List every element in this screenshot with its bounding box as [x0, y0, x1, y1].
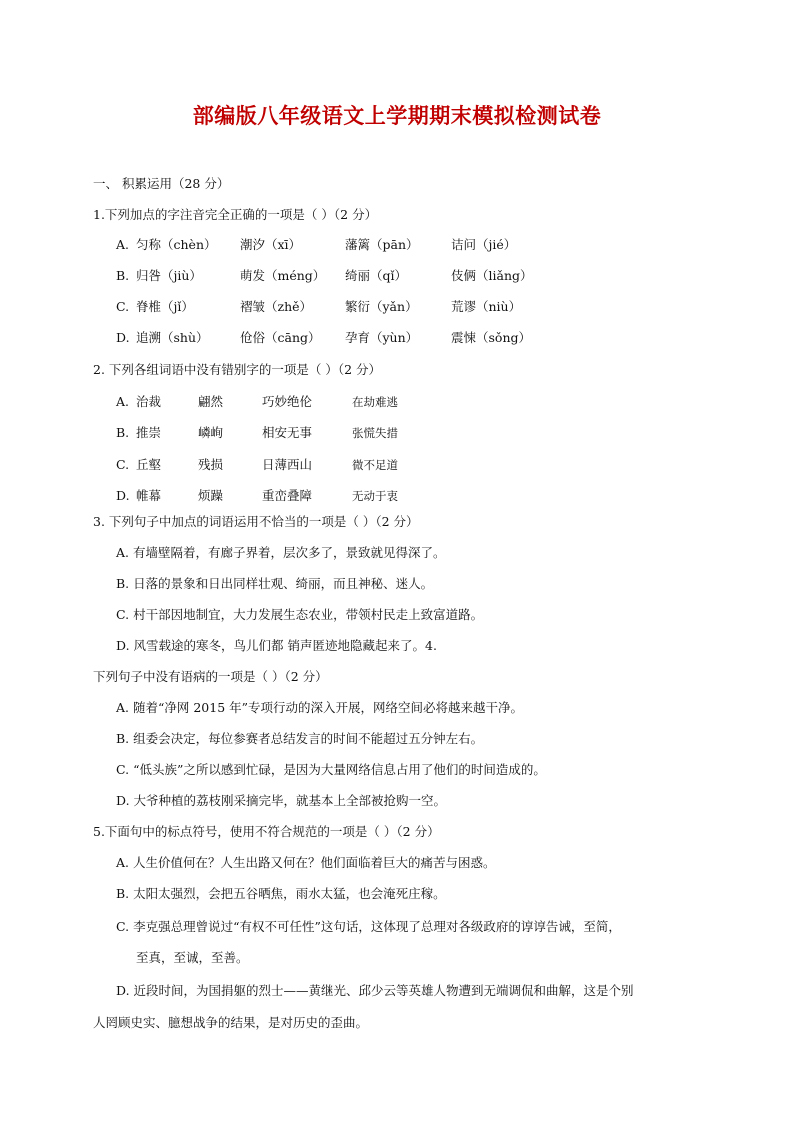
option-item: 荒谬（niù）	[451, 299, 522, 314]
option-item: 无动于衷	[352, 489, 398, 503]
question-5-option-c: C. 李克强总理曾说过“有权不可任性”这句话，这体现了总理对各级政府的谆谆告诫，至简，	[116, 919, 621, 934]
question-5-option-d-continued: 人罔顾史实、臆想战争的结果，是对历史的歪曲。	[93, 1015, 369, 1030]
question-5-option-a: A. 人生价值何在？人生出路又何在？他们面临着巨大的痛苦与困惑。	[116, 855, 496, 870]
option-item: 微不足道	[352, 458, 398, 472]
question-4-option-d: D. 大爷种植的荔枝刚采摘完毕，就基本上全部被抢购一空。	[116, 793, 447, 808]
question-4-option-b: B. 组委会决定，每位参赛者总结发言的时间不能超过五分钟左右。	[116, 731, 484, 746]
option-item: 伎俩（liǎng）	[451, 268, 533, 283]
option-item: 相安无事	[262, 425, 313, 440]
question-3-option-b: B. 日落的景象和日出同样壮观、绮丽，而且神秘、迷人。	[116, 576, 434, 591]
question-4-option-a: A. 随着“净网 2015 年”专项行动的深入开展，网络空间必将越来越干净。	[116, 700, 524, 715]
option-item: 褶皱（zhě）	[240, 299, 313, 314]
option-item: 残损	[198, 457, 224, 472]
option-label: B.	[116, 268, 130, 283]
question-3-option-d: D. 风雪载途的寒冬，鸟儿们都 销声匿迹地隐藏起来了。4.	[116, 638, 437, 653]
option-item: 翩然	[198, 394, 224, 409]
section-heading: 一、 积累运用（28 分）	[93, 176, 230, 191]
question-4-stem: 下列句子中没有语病的一项是（ ）（2 分）	[93, 669, 328, 684]
option-item: 丘壑	[136, 457, 162, 472]
question-3-option-a: A. 有墙壁隔着，有廊子界着，层次多了，景致就见得深了。	[116, 545, 446, 560]
option-item: 归咎（jiù）	[136, 268, 202, 283]
question-3-option-c: C. 村干部因地制宜，大力发展生态农业，带领村民走上致富道路。	[116, 607, 484, 622]
question-5-option-b: B. 太阳太强烈，会把五谷晒焦，雨水太猛，也会淹死庄稼。	[116, 886, 446, 901]
option-item: 诘问（jié）	[451, 237, 517, 252]
option-label: C.	[116, 457, 130, 472]
option-item: 伧俗（cāng）	[240, 330, 321, 345]
question-5-option-c-continued: 至真，至诚，至善。	[136, 950, 249, 965]
option-label: A.	[116, 394, 130, 409]
option-item: 治裁	[136, 394, 162, 409]
question-3-stem: 3. 下列句子中加点的词语运用不恰当的一项是（ ）（2 分）	[93, 514, 419, 529]
question-5-option-d: D. 近段时间，为国捐躯的烈士——黄继光、邱少云等英雄人物遭到无端调侃和曲解，这是个别	[116, 983, 634, 998]
option-item: 震悚（sǒng）	[451, 330, 531, 345]
option-item: 在劫难逃	[352, 395, 398, 409]
option-item: 帷幕	[136, 488, 162, 503]
option-item: 匀称（chèn）	[136, 237, 217, 252]
option-item: 日薄西山	[262, 457, 313, 472]
option-item: 烦躁	[198, 488, 224, 503]
option-label: D.	[116, 330, 130, 345]
option-item: 重峦叠障	[262, 488, 313, 503]
option-label: D.	[116, 488, 130, 503]
option-item: 追溯（shù）	[136, 330, 209, 345]
question-5-stem: 5.下面句中的标点符号，使用不符合规范的一项是（ ）（2 分）	[93, 824, 440, 839]
option-item: 推崇	[136, 425, 162, 440]
option-label: B.	[116, 425, 130, 440]
option-item: 藩篱（pān）	[345, 237, 419, 252]
option-item: 巧妙绝伦	[262, 394, 313, 409]
option-item: 萌发（méng）	[240, 268, 326, 283]
option-item: 张慌失措	[352, 426, 398, 440]
option-item: 孕育（yùn）	[345, 330, 419, 345]
option-item: 脊椎（jǐ）	[136, 299, 194, 314]
question-2-stem: 2. 下列各组词语中没有错别字的一项是（ ）（2 分）	[93, 362, 382, 377]
option-label: A.	[116, 237, 130, 252]
page-title: 部编版八年级语文上学期期末模拟检测试卷	[192, 103, 602, 128]
question-1-stem: 1.下列加点的字注音完全正确的一项是（ ）（2 分）	[93, 207, 378, 222]
option-item: 嶙峋	[198, 425, 224, 440]
option-item: 绮丽（qǐ）	[345, 268, 407, 283]
question-4-option-c: C. “低头族”之所以感到忙碌，是因为大量网络信息占用了他们的时间造成的。	[116, 762, 546, 777]
option-item: 繁衍（yǎn）	[345, 299, 418, 314]
option-item: 潮汐（xī）	[240, 237, 302, 252]
option-label: C.	[116, 299, 130, 314]
